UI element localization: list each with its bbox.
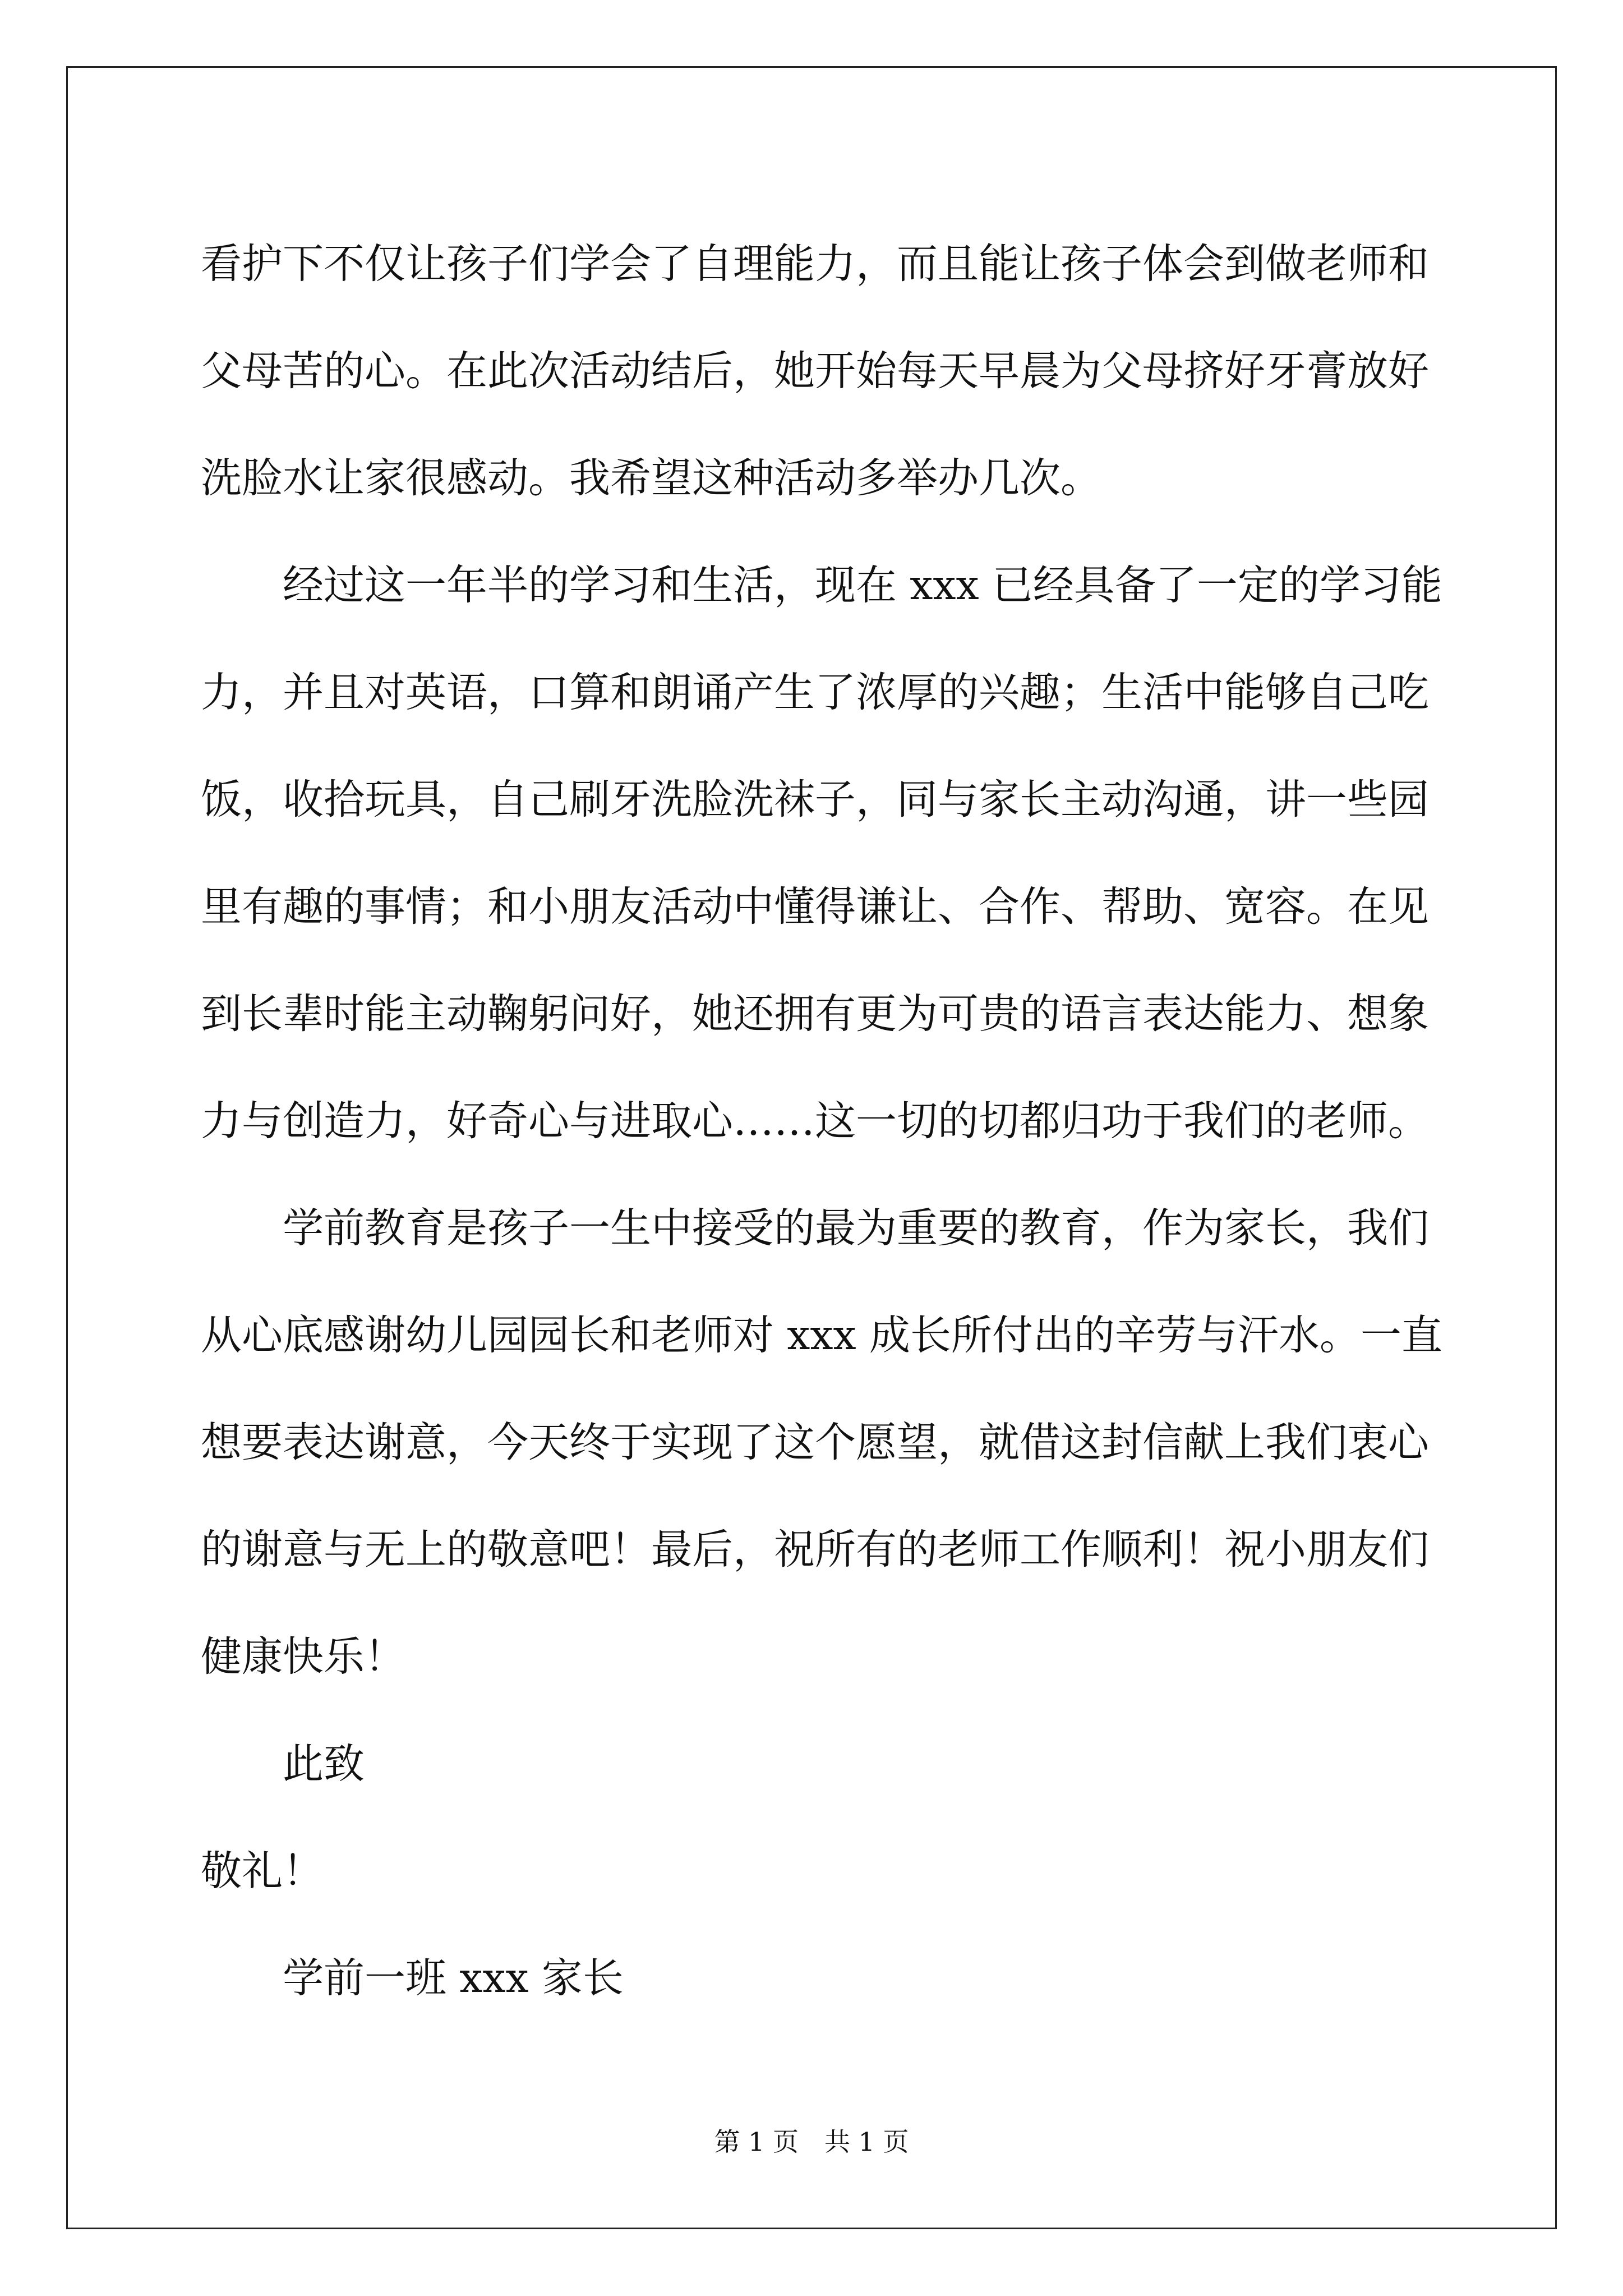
text-line: 洗脸水让家很感动。我希望这种活动多举办几次。 <box>201 454 1101 502</box>
salute-line <box>201 1818 1435 1925</box>
text-line: 父母苦的心。在此次活动结后，她开始每天早晨为父母挤好牙膏放好 <box>201 347 1429 395</box>
text-line: 力与创造力，好奇心与进取心……这一切的切都归功于我们的老师。 <box>201 1097 1429 1145</box>
paragraph-3 <box>201 1175 1442 1710</box>
text-line: 里有趣的事情；和小朋友活动中懂得谦让、合作、帮助、宽容。在见 <box>201 883 1429 931</box>
text-line: 从心底感谢幼儿园园长和老师对 xxx 成长所付出的辛劳与汗水。一直 <box>201 1312 1442 1359</box>
text-line: 饭，收拾玩具，自己刷牙洗脸洗袜子，同与家长主动沟通，讲一些园 <box>201 776 1429 823</box>
closing-line <box>201 1710 1435 1818</box>
salute-text: 敬礼！ <box>201 1847 324 1895</box>
paragraph-1 <box>201 210 1435 532</box>
text-line: 到长辈时能主动鞠躬问好，她还拥有更为可贵的语言表达能力、想象 <box>201 990 1429 1038</box>
page-number-footer: 第 1 页 共 1 页 <box>714 2127 909 2157</box>
signature-text: 学前一班 xxx 家长 <box>283 1954 624 2002</box>
text-line: 想要表达谢意，今天终于实现了这个愿望，就借这封信献上我们衷心 <box>201 1419 1429 1466</box>
text-line: 看护下不仅让孩子们学会了自理能力，而且能让孩子体会到做老师和 <box>201 240 1429 288</box>
paragraph-2 <box>201 532 1442 1175</box>
letter-body <box>201 210 1442 2032</box>
text-line: 经过这一年半的学习和生活，现在 xxx 已经具备了一定的学习能 <box>283 562 1442 609</box>
text-line: 健康快乐！ <box>201 1633 405 1681</box>
closing-text: 此致 <box>283 1740 365 1788</box>
signature-line <box>201 1925 1435 2032</box>
text-line: 力，并且对英语，口算和朗诵产生了浓厚的兴趣；生活中能够自己吃 <box>201 669 1429 716</box>
text-line: 学前教育是孩子一生中接受的最为重要的教育，作为家长，我们 <box>283 1204 1429 1252</box>
text-line: 的谢意与无上的敬意吧！最后，祝所有的老师工作顺利！祝小朋友们 <box>201 1526 1429 1573</box>
